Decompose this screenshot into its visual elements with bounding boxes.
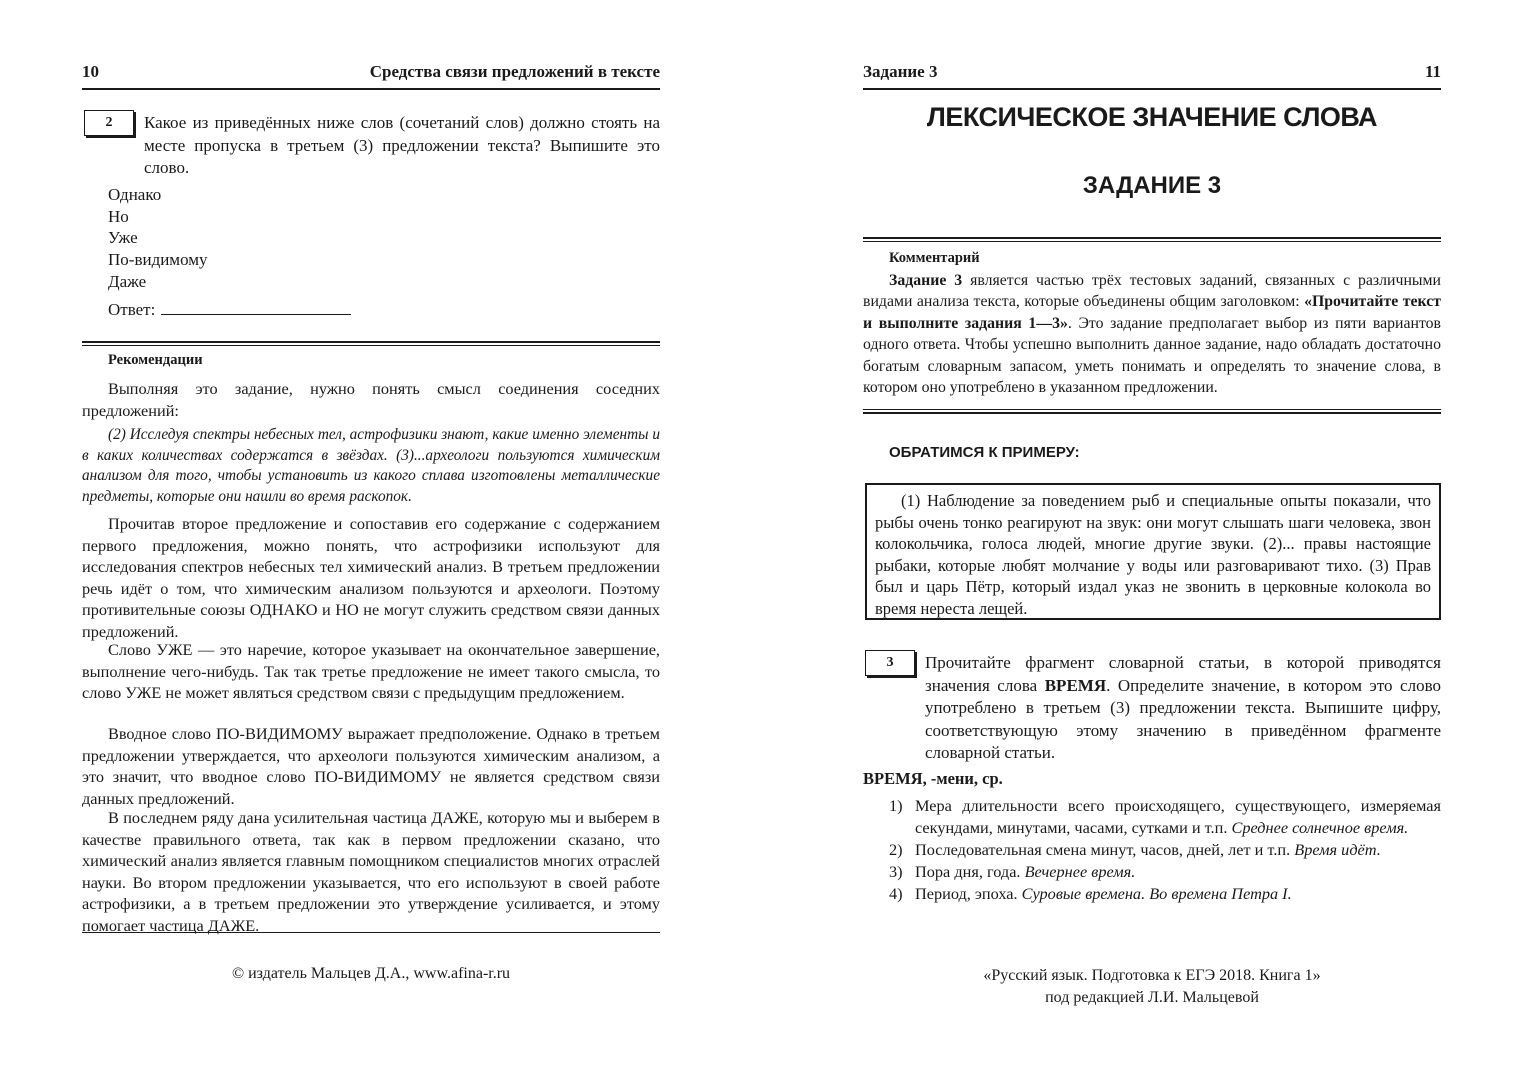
answer-field — [108, 300, 351, 320]
option-item: Но — [108, 206, 129, 226]
task-question: Какое из приведённых ниже слов (сочетаний слов) должно стоять на месте пропуска в третьем (3) предложении текста? Выпишите это слово. — [144, 113, 660, 177]
comment-bold: «Прочитайте текст и выполните задания 1—3» — [863, 293, 1441, 332]
task-number-box: 3 — [865, 650, 915, 676]
task-number-box: 2 — [84, 110, 134, 136]
left-page — [82, 0, 660, 1080]
example-quote: (2) Исследуя спектры небесных тел, астрофизики знают, какие именно элементы и в каких количествах содержатся в звёздах. (3)...археологи пользуются химическим анализом для того, чтобы установить из какого сплава изготовлены металлические предметы, которые они нашли во время раскопок. — [82, 426, 660, 505]
running-title: Средства связи предложений в тексте — [369, 62, 660, 81]
running-title: Задание 3 — [863, 62, 938, 81]
comment-rule-bottom — [863, 412, 1441, 414]
right-footer: «Русский язык. Подготовка к ЕГЭ 2018. Книга 1» под редакцией Л.И. Мальцевой — [983, 967, 1321, 1006]
section-end-rule — [82, 932, 660, 933]
paragraph: Прочитав второе предложение и сопоставив его содержание с содержанием первого предложения, можно понять, что астрофизики используют для исследования спектров небесных тел химический анализ. В третьем предложении речь идёт о том, что химическим анализом пользуются и археологи. Поэтому противительные союзы ОДНАКО и НО не могут служить средством связи данных предложений. — [82, 514, 660, 641]
dictionary-item: 1) Мера длительности всего происходящего, существующего, измеряемая секундами, минутами, часами, сутками и т.п. Среднее солнечное время. — [889, 796, 1441, 837]
option-item: По-видимому — [108, 250, 208, 270]
answer-options — [108, 184, 208, 293]
dictionary-item: 2) Последовательная смена минут, часов, дней, лет и т.п. Время идёт. — [889, 840, 1381, 859]
chapter-subtitle: ЗАДАНИЕ 3 — [1082, 172, 1222, 199]
page-number: 10 — [82, 62, 99, 81]
section-rule — [82, 341, 660, 343]
paragraph: Слово УЖЕ — это наречие, которое указывает на окончательное завершение, выполнение чего-нибудь. Так так третье предложение не имеет такого смысла, то слово УЖЕ не может являться средством связи с предыдущим предложением. — [82, 640, 660, 702]
option-item: Даже — [108, 271, 147, 291]
dictionary-headword: ВРЕМЯ, -мени, ср. — [863, 769, 1003, 788]
comment-rule-bottom-thin — [863, 409, 1441, 410]
paragraph: Выполняя это задание, нужно понять смысл соединения соседних предложений: — [82, 379, 660, 420]
answer-line — [161, 300, 351, 315]
task-keyword: ВРЕМЯ — [1044, 675, 1107, 695]
task-question: Прочитайте фрагмент словарной статьи, в которой приводятся значения слова ВРЕМЯ. Определите значение, в котором это слово употреблено в третьем (3) предложении текста. Выпишите цифру, соответствующую этому значению в приведённом фрагменте словарной статьи. — [925, 653, 1441, 762]
option-item: Уже — [108, 228, 138, 248]
comment-bold: Задание 3 — [889, 271, 963, 289]
left-footer: © издатель Мальцев Д.А., www.afina-r.ru — [231, 965, 511, 982]
chapter-title: ЛЕКСИЧЕСКОЕ ЗНАЧЕНИЕ СЛОВА — [926, 102, 1378, 132]
comment-block — [863, 248, 1441, 399]
paragraph: Вводное слово ПО-ВИДИМОМУ выражает предположение. Однако в третьем предложении утверждается, что археологи пользуются химическим анализом, а это значит, что вводное слово ПО-ВИДИМОМУ не является средством связи данных предложений. — [82, 724, 660, 808]
example-heading: ОБРАТИМСЯ К ПРИМЕРУ: — [889, 444, 1080, 461]
comment-text: Задание 3 является частью трёх тестовых заданий, связанных с различными видами анализа текста, которые объединены общим заголовком: «Прочитайте текст и выполните задания 1—3». Это задание предполагает выбор из пяти вариантов одного ответа. Чтобы успешно выполнить данное задание, надо обладать достаточно богатым словарным запасом, уметь понимать и определять то значение слова, в котором оно употреблено в указанном предложении. — [863, 271, 1441, 396]
answer-label: Ответ: — [108, 300, 156, 319]
example-text-box: (1) Наблюдение за поведением рыб и специальные опыты показали, что рыбы очень тонко реагируют на звук: они могут слышать шаги человека, звон колокольчика, голоса людей, многие другие звуки. (2)... правы настоящие рыбаки, которые любят молчание у воды или разговаривают тихо. (3) Прав был и царь Пётр, который издал указ не звонить в церковные колокола во время нереста лещей. — [865, 483, 1441, 620]
right-page — [863, 0, 1441, 1080]
right-header — [863, 62, 1441, 86]
recommendations-title: Рекомендации — [108, 352, 203, 368]
header-rule — [863, 88, 1441, 90]
comment-rule-top — [863, 237, 1441, 239]
page-number: 11 — [1424, 62, 1441, 81]
section-rule-thin — [82, 345, 660, 346]
option-item: Однако — [108, 185, 162, 204]
dictionary-entries — [889, 795, 1441, 905]
header-rule — [82, 88, 660, 90]
comment-rule-top-thin — [863, 241, 1441, 242]
comment-title: Комментарий — [889, 250, 980, 266]
dictionary-item: 3) Пора дня, года. Вечернее время. — [889, 862, 1136, 881]
left-header — [82, 62, 660, 86]
dictionary-item: 4) Период, эпоха. Суровые времена. Во времена Петра I. — [889, 884, 1292, 903]
paragraph: В последнем ряду дана усилительная частица ДАЖЕ, которую мы и выберем в качестве правильного ответа, так как в первом предложении сказано, что химический анализ является главным помощником специалистов многих отраслей науки. Во втором предложении указывается, что его используют в своей работе астрофизики, а в третьем предложении это утверждение усиливается, и этому помогает частица ДАЖЕ. — [82, 808, 660, 935]
